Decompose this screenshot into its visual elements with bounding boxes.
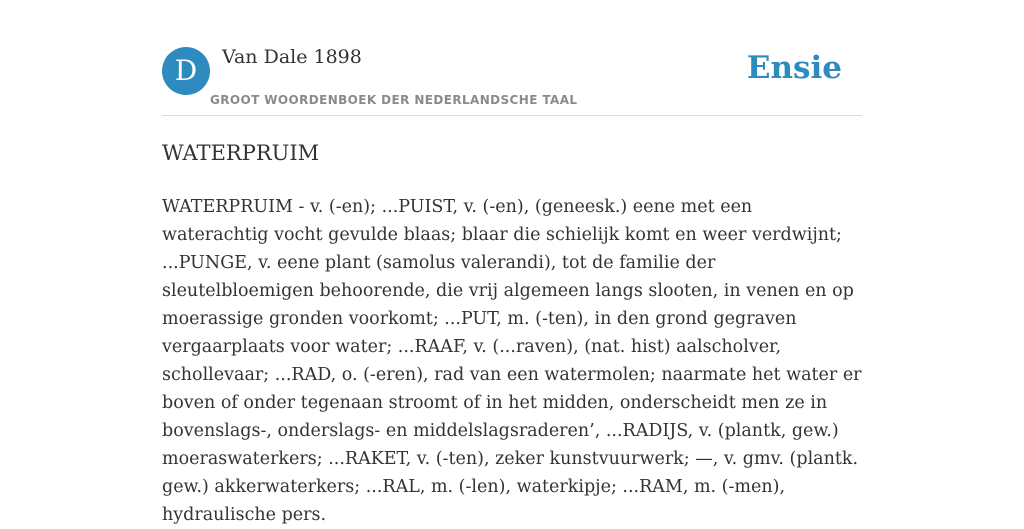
brand-logo[interactable]: Ensie bbox=[746, 50, 842, 86]
dictionary-subtitle: GROOT WOORDENBOEK DER NEDERLANDSCHE TAAL bbox=[210, 93, 578, 107]
entry-headword: WATERPRUIM bbox=[162, 141, 320, 165]
header bbox=[162, 40, 862, 116]
entry-definition: WATERPRUIM - v. (-en); ...PUIST, v. (-en), (geneesk.) eene met een waterachtig vocht gevulde blaas; blaar die schielijk komt en weer verdwijnt; ...PUNGE, v. eene plant (samolus valerandi), tot de familie der sleutelbloemigen behoorende, die vrij algemeen langs slooten, in venen en op moerassige gronden voorkomt; ...PUT, m. (-ten), in den grond gegraven vergaarplaats voor water; ...RAAF, v. (...raven), (nat. hist) aalscholver, schollevaar; ...RAD, o. (-eren), rad van een watermolen; naarmate het water er boven of onder tegenaan stroomt of in het midden, onderscheidt men ze in bovenslags-, onderslags- en middelslagsraderen’, ...RADIJS, v. (plantk, gew.) moeraswaterkers; ...RAKET, v. (-ten), zeker kunstvuurwerk; —, v. gmv. (plantk. gew.) akkerwaterkers; ...RAL, m. (-len), waterkipje; ...RAM, m. (-men), hydraulische pers. bbox=[162, 197, 862, 525]
dictionary-avatar[interactable]: D bbox=[162, 47, 210, 95]
dictionary-title[interactable]: Van Dale 1898 bbox=[222, 46, 362, 68]
